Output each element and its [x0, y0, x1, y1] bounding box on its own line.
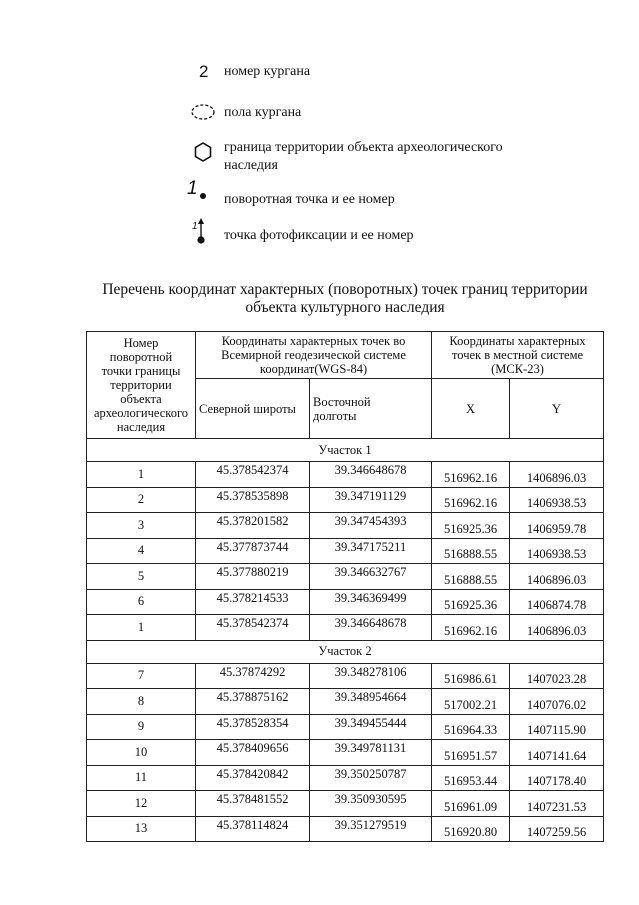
turning-point-icon: 1 [187, 178, 217, 208]
cell-longitude: 39.346369499 [310, 589, 432, 615]
cell-x: 516964.33 [432, 714, 510, 740]
table-title [90, 281, 600, 317]
cell-y: 1406896.03 [510, 564, 604, 590]
cell-latitude: 45.378535898 [196, 487, 310, 513]
cell-x: 516888.55 [432, 564, 510, 590]
cell-latitude: 45.378201582 [196, 513, 310, 539]
cell-point-number: 11 [87, 765, 196, 791]
section-title: Участок 2 [87, 640, 604, 663]
cell-y: 1406896.03 [510, 615, 604, 641]
cell-x: 516962.16 [432, 487, 510, 513]
cell-longitude: 39.346648678 [310, 615, 432, 641]
cell-y: 1406938.53 [510, 487, 604, 513]
header-msk23: Координаты характерных точек в местной системе (МСК-23) [432, 332, 604, 379]
cell-x: 516986.61 [432, 663, 510, 689]
cell-longitude: 39.348954664 [310, 689, 432, 715]
table-row [87, 487, 604, 513]
cell-point-number: 7 [87, 663, 196, 689]
table-row [87, 740, 604, 766]
cell-x: 516925.36 [432, 513, 510, 539]
cell-latitude: 45.378528354 [196, 714, 310, 740]
legend-label: точка фотофиксации и ее номер [224, 228, 414, 243]
cell-point-number: 2 [87, 487, 196, 513]
table-row [87, 564, 604, 590]
header-y: Y [510, 379, 604, 439]
cell-latitude: 45.378214533 [196, 589, 310, 615]
legend-item-turning-point [0, 180, 639, 210]
cell-longitude: 39.347175211 [310, 538, 432, 564]
table-title-line2: объекта культурного наследия [245, 299, 445, 316]
cell-y: 1406896.03 [510, 462, 604, 488]
dashed-ellipse-icon [189, 103, 217, 121]
cell-latitude: 45.378542374 [196, 615, 310, 641]
cell-y: 1407076.02 [510, 689, 604, 715]
cell-y: 1407259.56 [510, 816, 604, 842]
legend-label-line1: граница территории объекта археологического [224, 140, 503, 155]
hexagon-icon [193, 141, 213, 163]
cell-x: 516961.09 [432, 791, 510, 817]
cell-point-number: 9 [87, 714, 196, 740]
cell-longitude: 39.350930595 [310, 791, 432, 817]
header-latitude: Северной широты [196, 379, 310, 439]
photo-point-icon: 1 [191, 218, 213, 246]
cell-y: 1407023.28 [510, 663, 604, 689]
cell-point-number: 12 [87, 791, 196, 817]
table-row [87, 689, 604, 715]
cell-y: 1407141.64 [510, 740, 604, 766]
table-row [87, 462, 604, 488]
legend-item-mound-skirt [0, 103, 639, 127]
table-row [87, 538, 604, 564]
cell-y: 1406938.53 [510, 538, 604, 564]
cell-latitude: 45.377873744 [196, 538, 310, 564]
legend-item-boundary [0, 139, 639, 175]
legend-item-mound-number [0, 62, 639, 86]
cell-y: 1407115.90 [510, 714, 604, 740]
cell-x: 516962.16 [432, 615, 510, 641]
cell-x: 516920.80 [432, 816, 510, 842]
cell-point-number: 6 [87, 589, 196, 615]
cell-longitude: 39.349781131 [310, 740, 432, 766]
cell-latitude: 45.378114824 [196, 816, 310, 842]
header-longitude: Восточной долготы [310, 379, 432, 439]
cell-longitude: 39.347191129 [310, 487, 432, 513]
section-row [87, 439, 604, 462]
cell-y: 1406959.78 [510, 513, 604, 539]
legend-label: пола кургана [224, 105, 302, 120]
table-row [87, 513, 604, 539]
legend-label: поворотная точка и ее номер [224, 192, 395, 207]
coordinates-table [86, 331, 604, 842]
table-title-line1: Перечень координат характерных (поворотных) точек границ территории [102, 281, 588, 298]
cell-x: 516888.55 [432, 538, 510, 564]
table-row [87, 615, 604, 641]
header-point-number: Номер поворотной точки границы территории объекта археологического наследия [87, 332, 196, 439]
table-row [87, 663, 604, 689]
header-row-1 [87, 332, 604, 379]
cell-x: 516962.16 [432, 462, 510, 488]
cell-y: 1407231.53 [510, 791, 604, 817]
legend-label-line2: наследия [224, 158, 278, 173]
cell-longitude: 39.350250787 [310, 765, 432, 791]
legend-label: номер кургана [224, 64, 311, 79]
cell-point-number: 1 [87, 615, 196, 641]
header-wgs84: Координаты характерных точек во Всемирной геодезической системе координат(WGS-84) [196, 332, 432, 379]
table-row [87, 589, 604, 615]
cell-longitude: 39.348278106 [310, 663, 432, 689]
cell-latitude: 45.37874292 [196, 663, 310, 689]
cell-y: 1406874.78 [510, 589, 604, 615]
cell-longitude: 39.346632767 [310, 564, 432, 590]
cell-latitude: 45.378481552 [196, 791, 310, 817]
cell-point-number: 10 [87, 740, 196, 766]
cell-x: 516953.44 [432, 765, 510, 791]
table-body [87, 439, 604, 842]
cell-longitude: 39.351279519 [310, 816, 432, 842]
mound-number-icon: 2 [199, 62, 209, 81]
table-row [87, 765, 604, 791]
cell-x: 516925.36 [432, 589, 510, 615]
header-x: X [432, 379, 510, 439]
section-title: Участок 1 [87, 439, 604, 462]
cell-y: 1407178.40 [510, 765, 604, 791]
table-row [87, 791, 604, 817]
cell-x: 517002.21 [432, 689, 510, 715]
section-row [87, 640, 604, 663]
legend-item-photo-point [0, 218, 639, 248]
cell-point-number: 1 [87, 462, 196, 488]
cell-point-number: 3 [87, 513, 196, 539]
cell-longitude: 39.349455444 [310, 714, 432, 740]
cell-latitude: 45.378875162 [196, 689, 310, 715]
cell-latitude: 45.378409656 [196, 740, 310, 766]
cell-latitude: 45.377880219 [196, 564, 310, 590]
table-row [87, 816, 604, 842]
cell-latitude: 45.378420842 [196, 765, 310, 791]
cell-latitude: 45.378542374 [196, 462, 310, 488]
table-row [87, 714, 604, 740]
cell-longitude: 39.346648678 [310, 462, 432, 488]
cell-point-number: 4 [87, 538, 196, 564]
cell-point-number: 5 [87, 564, 196, 590]
cell-x: 516951.57 [432, 740, 510, 766]
cell-point-number: 13 [87, 816, 196, 842]
cell-point-number: 8 [87, 689, 196, 715]
cell-longitude: 39.347454393 [310, 513, 432, 539]
